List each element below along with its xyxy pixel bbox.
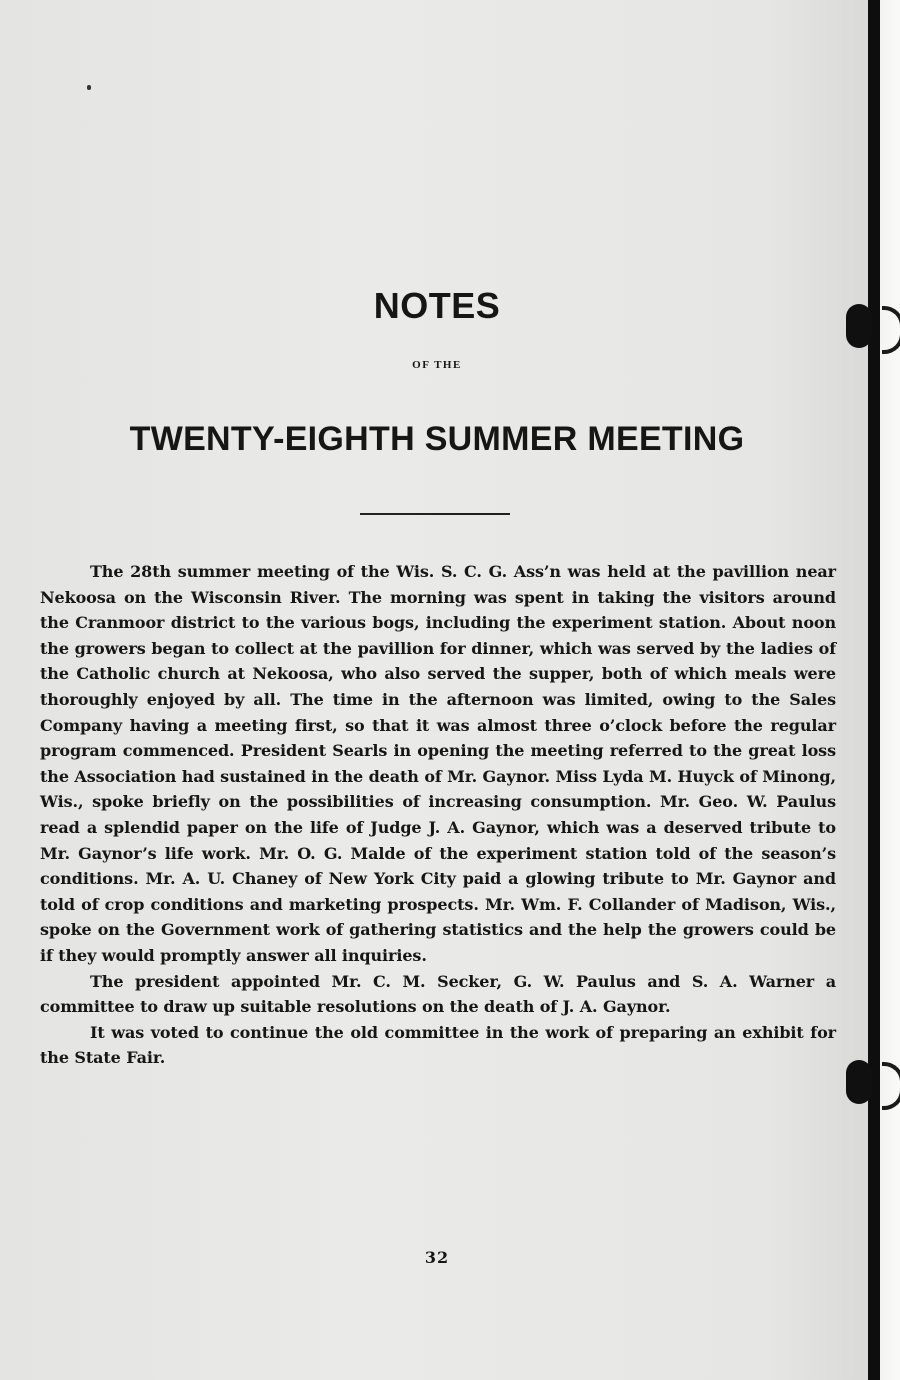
divider-rule — [360, 513, 510, 515]
paragraph: The 28th summer meeting of the Wis. S. C. G. Ass’n was held at the pavillion near Nekoosa on the Wisconsin River. The morning was spent in taking the visitors around the Cranmoor district to the various bogs, including the experiment station. About noon the growers began to collect at the pavillion for dinner, which was served by the ladies of the Catholic church at Nekoosa, who also served the supper, both of which meals were thoroughly enjoyed by all. The time in the afternoon was limited, owing to the Sales Company having a meeting first, so that it was almost three o’clock before the regular program commenced. President Searls in opening the meeting referred to the great loss the Association had sustained in the death of Mr. Gaynor. Miss Lyda M. Huyck of Minong, Wis., spoke briefly on the possibilities of increasing consumption. Mr. Geo. W. Paulus read a splendid paper on the life of Judge J. A. Gaynor, which was a deserved tribute to Mr. Gaynor’s life work. Mr. O. G. Malde of the experiment station told of the season’s conditions. Mr. A. U. Chaney of New York City paid a glowing tribute to Mr. Gaynor and told of crop conditions and marketing prospects. Mr. Wm. F. Collander of Madison, Wis., spoke on the Government work of gathering statistics and the help the growers could be if they would promptly answer all inquiries. — [40, 562, 836, 965]
page-title: NOTES — [373, 285, 501, 326]
binder-ring-loop — [882, 1062, 900, 1110]
meeting-heading: TWENTY-EIGHTH SUMMER MEETING — [129, 420, 745, 458]
binder-ring-loop — [882, 306, 900, 354]
binder-ring — [846, 1060, 872, 1104]
ink-speck — [87, 85, 91, 90]
binding-edge — [880, 0, 900, 1380]
binding-bar — [868, 0, 880, 1380]
paragraph: The president appointed Mr. C. M. Secker, G. W. Paulus and S. A. Warner a committee to draw up suitable resolutions on the death of J. A. Gaynor. — [40, 971, 836, 1017]
paragraph: It was voted to continue the old committee in the work of preparing an exhibit for the State Fair. — [40, 1022, 836, 1068]
page-subtitle: OF THE — [412, 359, 462, 371]
page-number: 32 — [424, 1248, 450, 1267]
body-text — [40, 559, 836, 1071]
binder-ring — [846, 304, 872, 348]
